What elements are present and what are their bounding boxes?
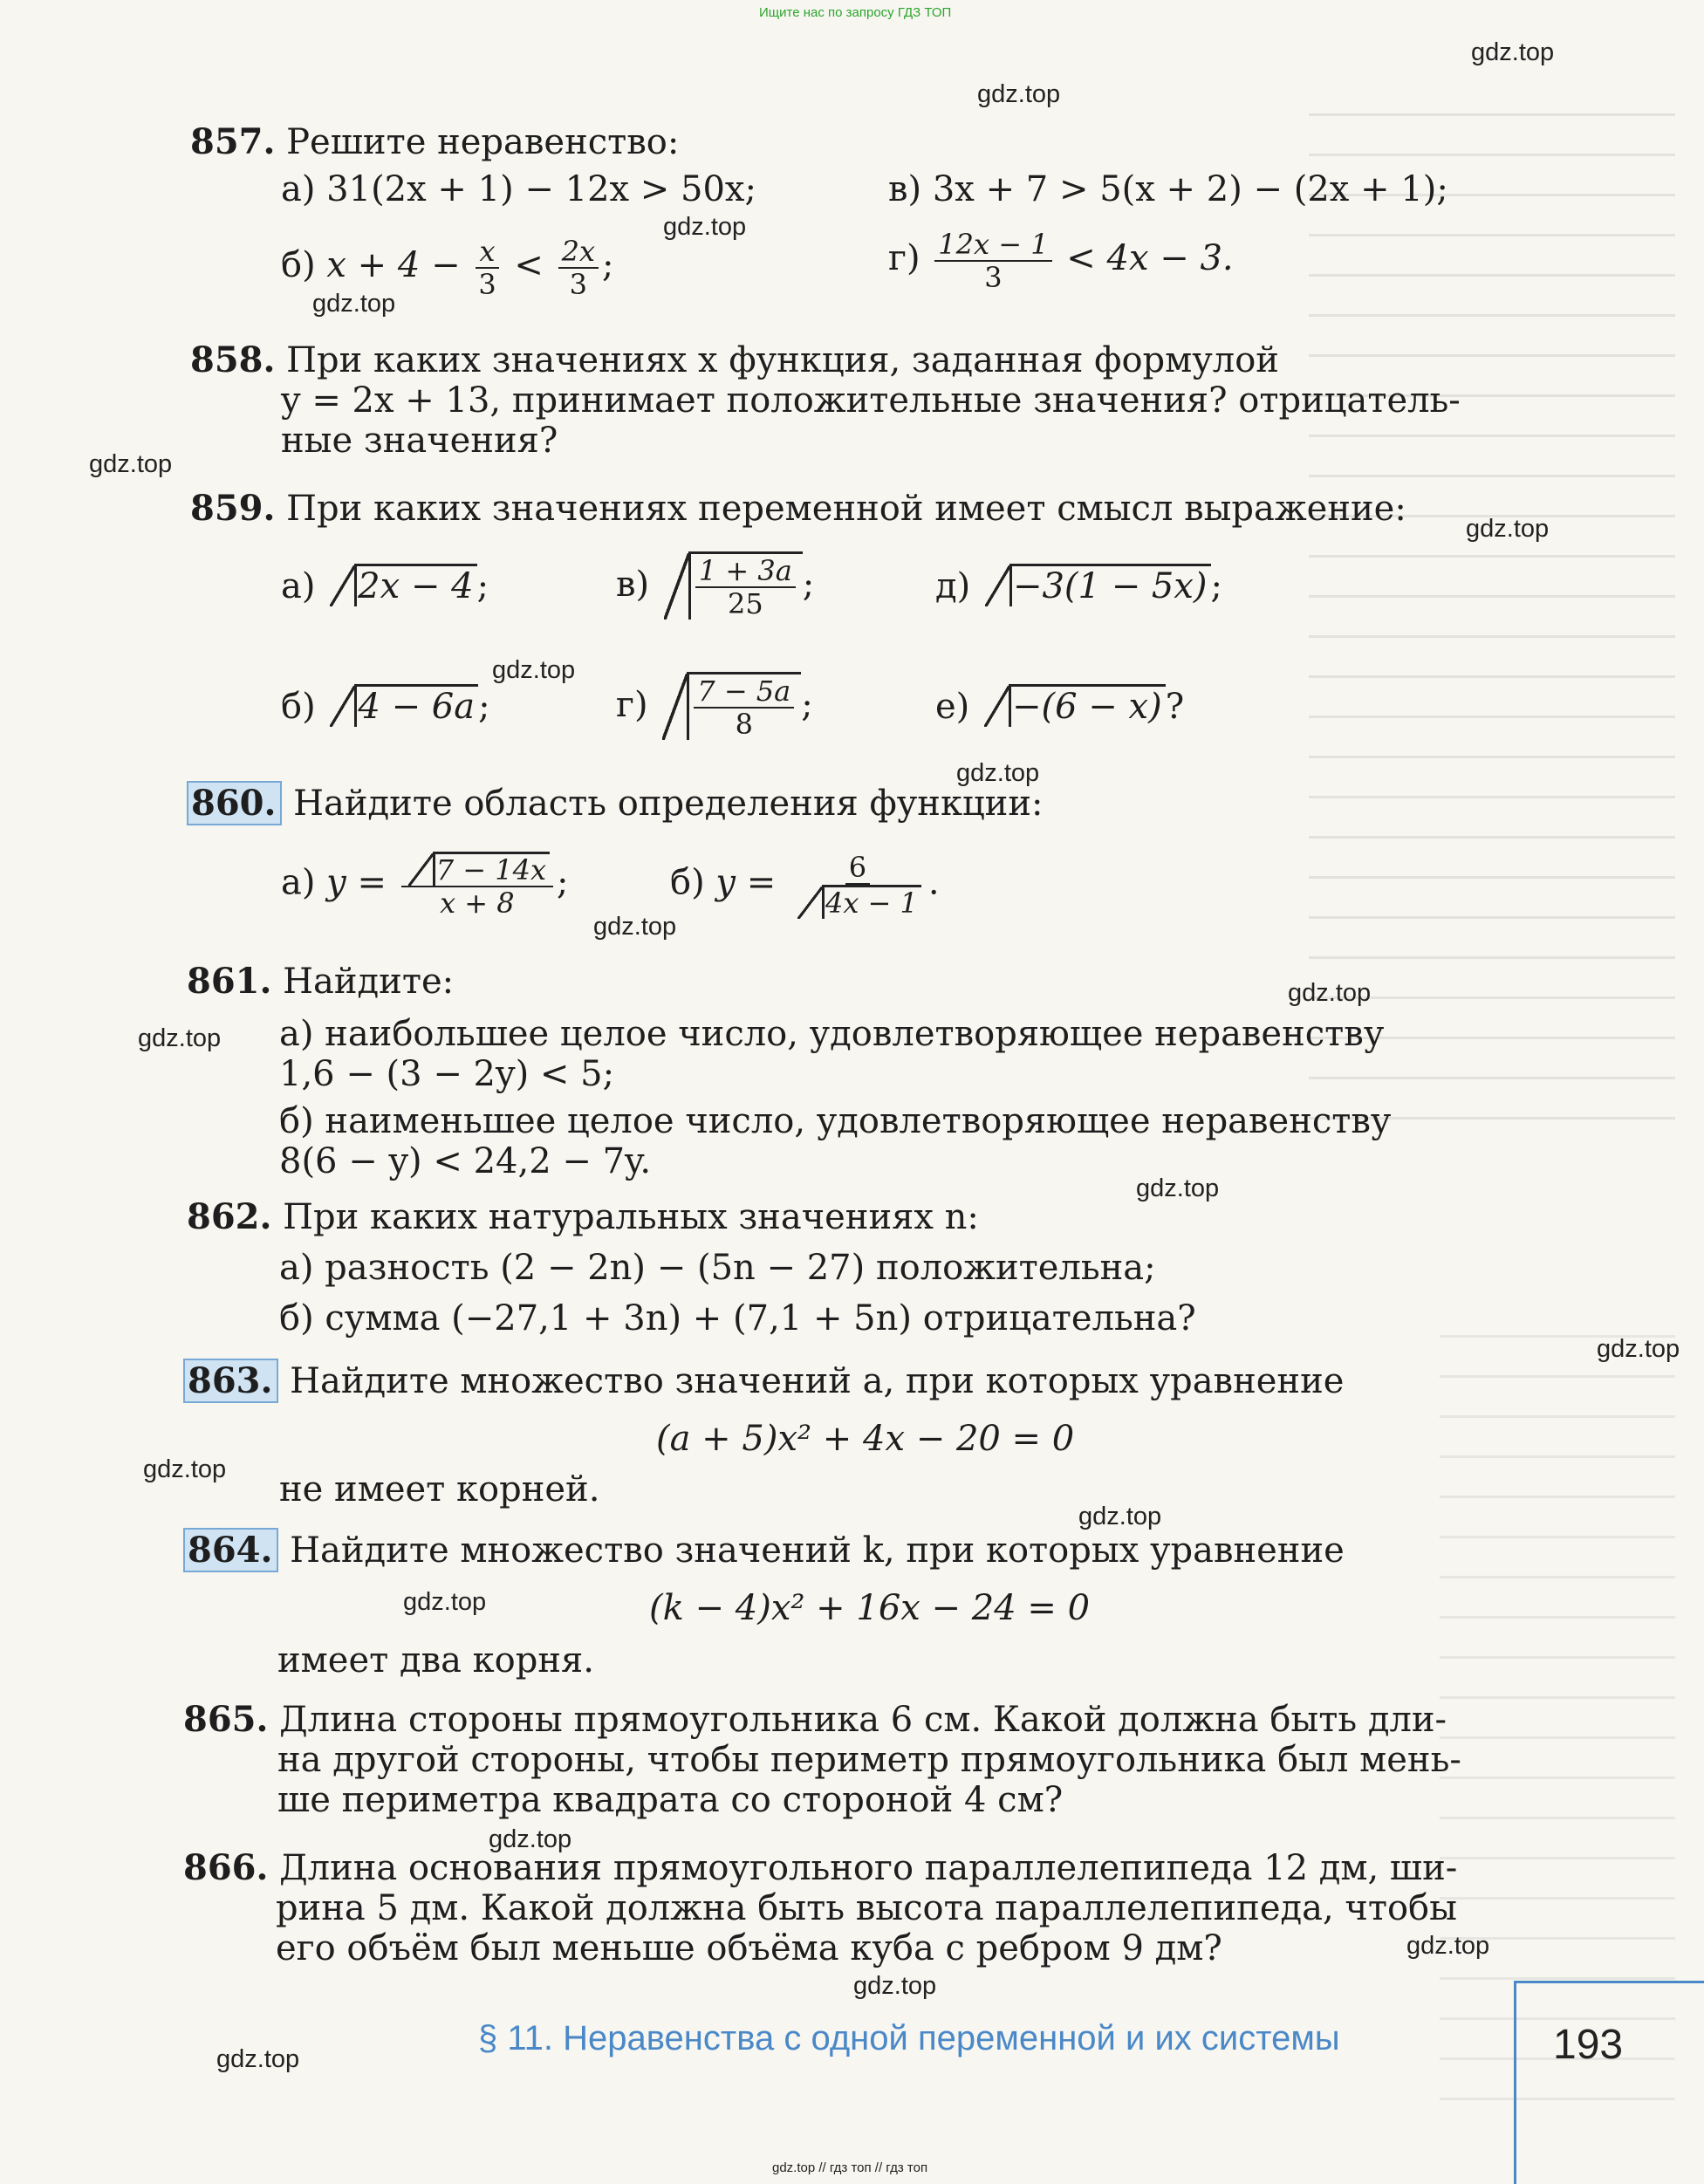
problem-866-line3: его объём был меньше объёма куба с ребром 9 дм? [276, 1928, 1222, 1968]
problem-859-d: д) −3(1 − 5x) ; [935, 564, 1222, 606]
watermark: gdz.top [1136, 1174, 1220, 1202]
problem-859-v: в) $\frac{1 + 3a}{25}$ ; [616, 551, 814, 620]
watermark: gdz.top [1078, 1503, 1162, 1530]
problem-864-tail: имеет два корня. [277, 1640, 594, 1681]
problem-859-e: е) −(6 − x) ? [935, 684, 1184, 727]
problem-858-line3: ные значения? [281, 421, 558, 461]
problem-861-a2: 1,6 − (3 − 2y) < 5; [279, 1054, 615, 1094]
problem-866-line1: 866. Длина основания прямоугольного параллелепипеда 12 дм, ши- [183, 1847, 1458, 1888]
problem-865-line1: 865. Длина стороны прямоугольника 6 см. Какой должна быть дли- [183, 1699, 1447, 1740]
problem-859-g: г) $\frac{7 - 5a}{8}$ ; [616, 672, 813, 740]
problem-857-title: 857. Решите неравенство: [190, 121, 680, 162]
problem-861-b2: 8(6 − y) < 24,2 − 7y. [279, 1141, 652, 1181]
problem-865-line3: ше периметра квадрата со стороной 4 см? [277, 1780, 1064, 1820]
watermark: gdz.top [956, 759, 1040, 787]
problem-860-b: б) y = $\frac{6}{4x - 1}$ . [670, 851, 940, 920]
problem-857-v: в) 3x + 7 > 5(x + 2) − (2x + 1); [888, 169, 1448, 209]
problem-859-title: 859. При каких значениях переменной имеет смысл выражение: [190, 488, 1406, 529]
problem-864-title: 864. Найдите множество значений k, при которых уравнение [183, 1530, 1345, 1571]
watermark: gdz.top [216, 2045, 300, 2073]
page-number-frame [1514, 1981, 1704, 2184]
section-footer-title: § 11. Неравенства с одной переменной и их системы [478, 2019, 1340, 2057]
problem-857-a: а) 31(2x + 1) − 12x > 50x; [281, 169, 756, 209]
problem-862-a: а) разность (2 − 2n) − (5n − 27) положительна; [279, 1248, 1156, 1288]
problem-858-line1: 858. При каких значениях x функция, заданная формулой [190, 339, 1279, 380]
watermark: gdz.top [1466, 515, 1550, 543]
problem-860-title: 860. Найдите область определения функции: [187, 784, 1043, 824]
watermark: gdz.top [312, 290, 396, 318]
watermark: gdz.top [89, 450, 173, 478]
problem-859-a: а) 2x − 4 ; [281, 564, 489, 606]
watermark: gdz.top [1288, 979, 1372, 1007]
watermark: gdz.top [492, 656, 576, 684]
problem-861-b1: б) наименьшее целое число, удовлетворяющее неравенству [279, 1101, 1392, 1141]
watermark: gdz.top [1471, 38, 1555, 66]
watermark: gdz.top [977, 80, 1061, 108]
problem-861-a1: а) наибольшее целое число, удовлетворяющее неравенству [279, 1014, 1385, 1054]
problem-865-line2: на другой стороны, чтобы периметр прямоугольника был мень- [277, 1740, 1461, 1780]
problem-863-title: 863. Найдите множество значений a, при которых уравнение [183, 1361, 1344, 1401]
page-number: 193 [1553, 2022, 1624, 2068]
top-search-link[interactable]: Ищите нас по запросу ГДЗ ТОП [759, 5, 952, 20]
problem-864-equation: (k − 4)x² + 16x − 24 = 0 [649, 1588, 1091, 1628]
problem-863-tail: не имеет корней. [279, 1469, 600, 1510]
problem-858-line2: y = 2x + 13, принимает положительные значения? отрицатель- [281, 380, 1461, 421]
problem-857-b: б) x + 4 − $\frac{x}{3}$ < $\frac{2x}{3}$ ; [281, 235, 614, 301]
problem-857-g: г) $\frac{12x - 1}{3}$ < 4x − 3. [888, 228, 1234, 294]
watermark: gdz.top [489, 1825, 572, 1853]
bottom-link[interactable]: gdz.top // гдз топ // гдз топ [772, 2160, 928, 2175]
watermark: gdz.top [1597, 1335, 1680, 1363]
watermark: gdz.top [143, 1455, 227, 1483]
watermark: gdz.top [403, 1588, 487, 1616]
watermark: gdz.top [1406, 1932, 1490, 1960]
watermark: gdz.top [138, 1024, 222, 1052]
problem-861-title: 861. Найдите: [187, 961, 455, 1002]
problem-862-title: 862. При каких натуральных значениях n: [187, 1196, 979, 1237]
problem-860-a: а) y = $\frac{7 - 14x}{x + 8}$ ; [281, 853, 569, 920]
problem-859-b: б) 4 − 6a ; [281, 684, 490, 727]
problem-863-equation: (a + 5)x² + 4x − 20 = 0 [656, 1419, 1075, 1459]
watermark: gdz.top [853, 1972, 937, 2000]
watermark: gdz.top [663, 213, 747, 241]
problem-866-line2: рина 5 дм. Какой должна быть высота параллелепипеда, чтобы [276, 1888, 1457, 1928]
watermark: gdz.top [593, 913, 677, 941]
problem-862-b: б) сумма (−27,1 + 3n) + (7,1 + 5n) отрицательна? [279, 1298, 1196, 1338]
